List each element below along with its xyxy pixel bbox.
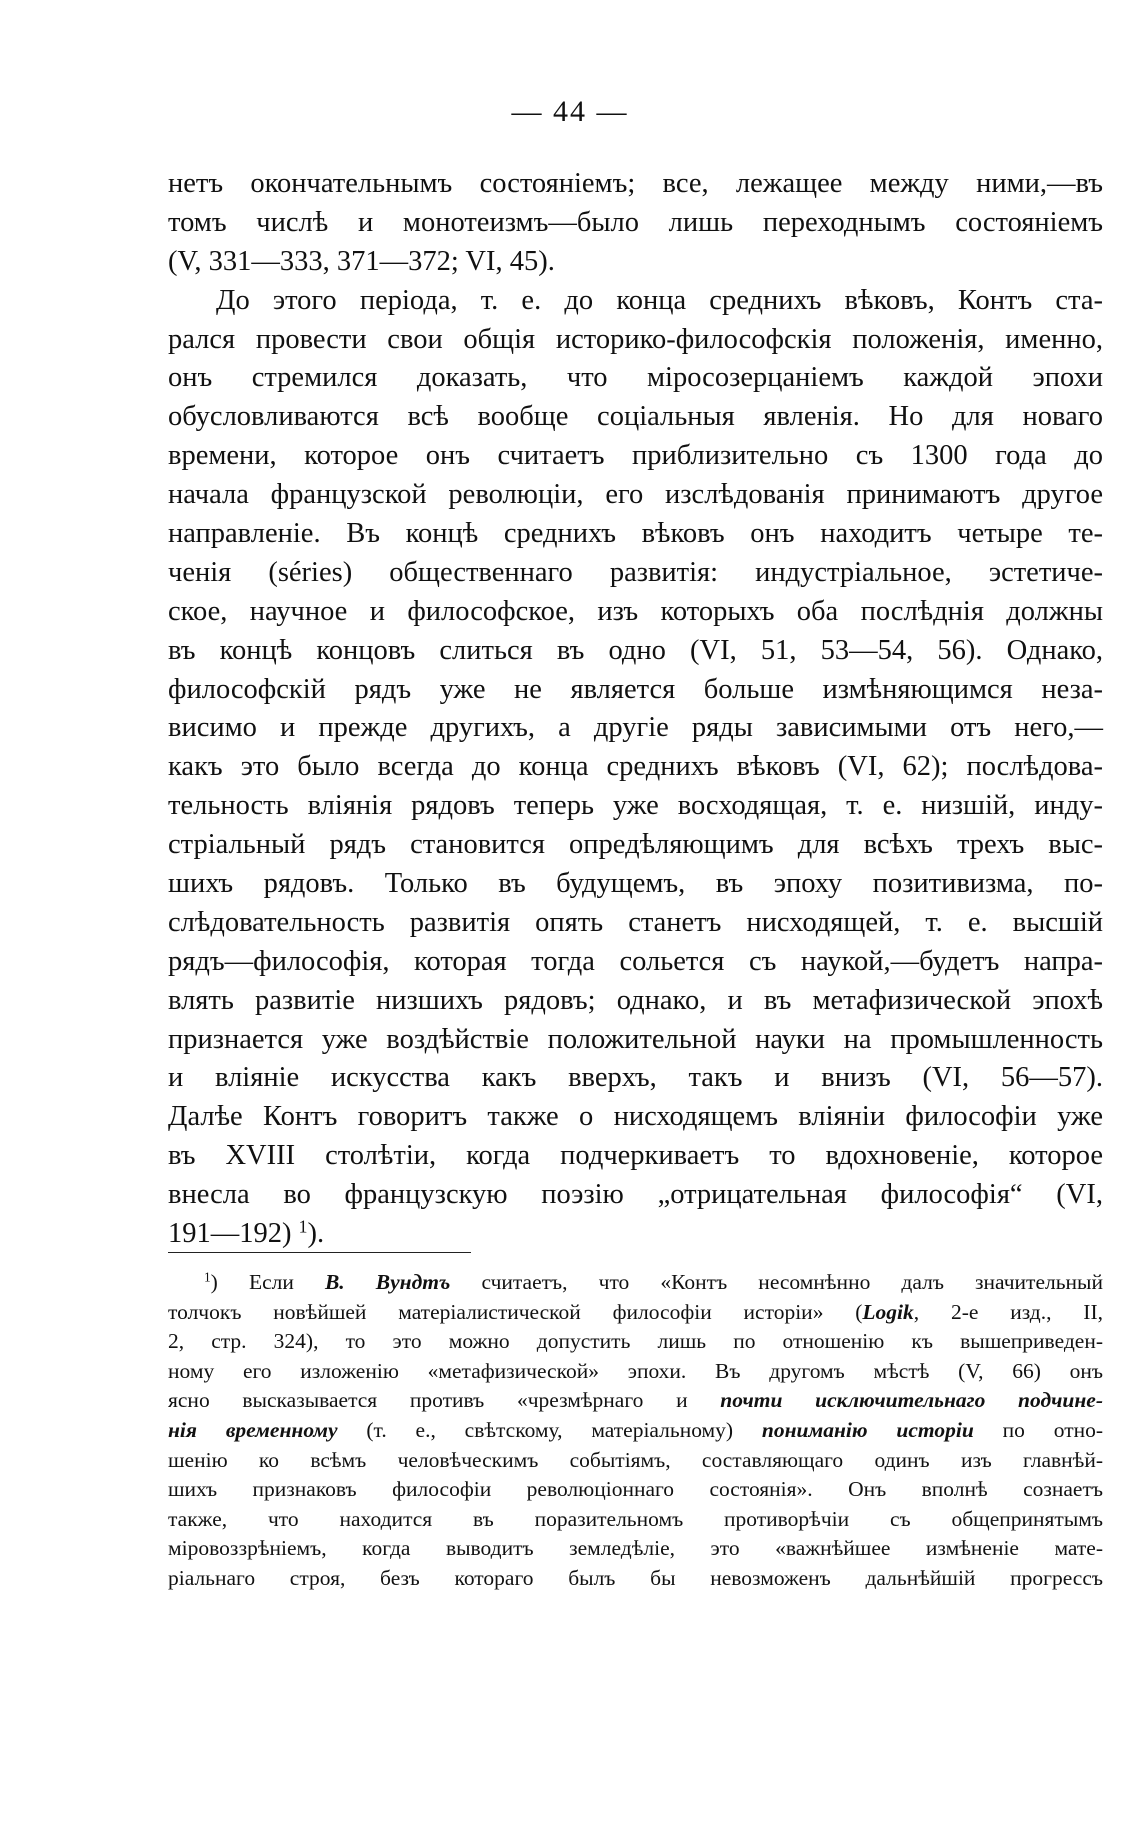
text-line: слѣдовательность развитія опять станетъ нисходящей, т. е. высшій bbox=[168, 906, 1103, 938]
emphasis: пониманію исторіи bbox=[761, 1417, 974, 1442]
text-line: Далѣе Контъ говоритъ также о нисходящемъ вліяніи философіи уже bbox=[168, 1101, 1103, 1133]
footnote-marker: 1 bbox=[204, 1269, 211, 1285]
text-fragment: ) Если bbox=[210, 1270, 294, 1294]
text-line: направленіе. Въ концѣ среднихъ вѣковъ онъ находитъ четыре те- bbox=[168, 518, 1103, 550]
footnote-reference: 1 bbox=[298, 1216, 308, 1237]
footnote-line bbox=[168, 1298, 1103, 1328]
footnote-line bbox=[168, 1268, 1103, 1298]
footnote-line: шихъ признаковъ философіи революціоннаго состоянія». Онъ вполнѣ сознаетъ bbox=[168, 1477, 1103, 1502]
text-line: ское, научное и философское, изъ которыхъ оба послѣднія должны bbox=[168, 595, 1103, 627]
text-line: въ XVIII столѣтіи, когда подчеркиваетъ то вдохновеніе, которое bbox=[168, 1140, 1103, 1172]
text-line: рядъ—философія, которая тогда сольется съ наукой,—будетъ напра- bbox=[168, 945, 1103, 977]
text-line: томъ числѣ и монотеизмъ—было лишь переходнымъ состояніемъ bbox=[168, 206, 1103, 238]
text-line: шихъ рядовъ. Только въ будущемъ, въ эпоху позитивизма, по- bbox=[168, 868, 1103, 900]
text-fragment: ). bbox=[307, 1218, 325, 1250]
text-fragment: толчокъ новѣйшей матеріалистической философіи исторіи» ( bbox=[168, 1299, 863, 1324]
text-line: висимо и прежде другихъ, а другіе ряды зависимыми отъ него,— bbox=[168, 712, 1103, 744]
footnote-line bbox=[168, 1386, 1103, 1416]
text-line: стріальный рядъ становится опредѣляющимъ для всѣхъ трехъ выс- bbox=[168, 829, 1103, 861]
text-line: (V, 331—333, 371—372; VI, 45). bbox=[168, 245, 555, 277]
text-line: влять развитіе низшихъ рядовъ; однако, и въ метафизической эпохѣ bbox=[168, 984, 1103, 1016]
text-line: тельность вліянія рядовъ теперь уже восходящая, т. е. низшій, инду- bbox=[168, 790, 1103, 822]
text-line: философскій рядъ уже не является больше измѣняющимся неза- bbox=[168, 673, 1103, 705]
text-line: онъ стремился доказать, что міросозерцаніемъ каждой эпохи bbox=[168, 362, 1103, 394]
page-number: — 44 — bbox=[511, 95, 629, 128]
footnote-line: шенію ко всѣмъ человѣческимъ событіямъ, составляющаго одинъ изъ главнѣй- bbox=[168, 1447, 1103, 1472]
text-fragment: (т. е., свѣтскому, матеріальному) bbox=[366, 1417, 734, 1442]
footnote-divider bbox=[168, 1252, 471, 1253]
footnote-line bbox=[168, 1416, 1103, 1446]
text-fragment: ясно высказывается противъ «чрезмѣрнаго и bbox=[168, 1388, 688, 1413]
main-text bbox=[168, 165, 1103, 1254]
footnote-line: ному его изложенію «метафизической» эпохи. Въ другомъ мѣстѣ (V, 66) онъ bbox=[168, 1358, 1103, 1383]
footnote-line: также, что находится въ поразительномъ противорѣчіи съ общепринятымъ bbox=[168, 1506, 1103, 1531]
text-line: До этого періода, т. е. до конца среднихъ вѣковъ, Контъ ста- bbox=[216, 284, 1103, 316]
text-fragment: , 2-е изд., II, bbox=[913, 1299, 1103, 1324]
text-line: какъ это было всегда до конца среднихъ вѣковъ (VI, 62); послѣдова- bbox=[168, 751, 1103, 783]
footnote bbox=[168, 1268, 1103, 1594]
emphasis: нія временному bbox=[168, 1417, 338, 1442]
text-line-final bbox=[168, 1215, 1103, 1254]
text-line: признается уже воздѣйствіе положительной науки на промышленность bbox=[168, 1023, 1103, 1055]
text-line: обусловливаются всѣ вообще соціальныя явленія. Но для новаго bbox=[168, 401, 1103, 433]
footnote-line: 2, стр. 324), то это можно допустить лишь по отношенію къ вышеприведен- bbox=[168, 1329, 1103, 1354]
footnote-line: ріальнаго строя, безъ котораго былъ бы невозможенъ дальнѣйшій прогрессъ bbox=[168, 1565, 1103, 1590]
text-line: и вліяніе искусства какъ вверхъ, такъ и внизъ (VI, 56—57). bbox=[168, 1062, 1103, 1094]
author-name: В. Вундтъ bbox=[324, 1270, 451, 1294]
text-line: ченія (séries) общественнаго развитія: индустріальное, эстетиче- bbox=[168, 556, 1103, 588]
text-line: начала французской революціи, его изслѣдованія принимаютъ другое bbox=[168, 479, 1103, 511]
emphasis: почти исключительнаго подчине- bbox=[720, 1388, 1103, 1413]
text-line: времени, которое онъ считаетъ приблизительно съ 1300 года до bbox=[168, 440, 1103, 472]
text-line: въ концѣ концовъ слиться въ одно (VI, 51, 53—54, 56). Однако, bbox=[168, 634, 1103, 666]
book-title: Logik bbox=[862, 1299, 914, 1324]
footnote-line: міровоззрѣніемъ, когда выводитъ земледѣліе, это «важнѣйшее измѣненіе мате- bbox=[168, 1536, 1103, 1561]
text-fragment: считаетъ, что «Контъ несомнѣнно далъ значительный bbox=[481, 1270, 1103, 1294]
text-line: внесла во французскую поэзію „отрицательная философія“ (VI, bbox=[168, 1179, 1103, 1211]
text-line: нетъ окончательнымъ состояніемъ; все, лежащее между ними,—въ bbox=[168, 168, 1103, 199]
text-fragment: по отно- bbox=[1002, 1417, 1104, 1442]
text-fragment: 191—192) bbox=[168, 1218, 292, 1250]
text-line: рался провести свои общія историко-философскія положенія, именно, bbox=[168, 323, 1103, 355]
